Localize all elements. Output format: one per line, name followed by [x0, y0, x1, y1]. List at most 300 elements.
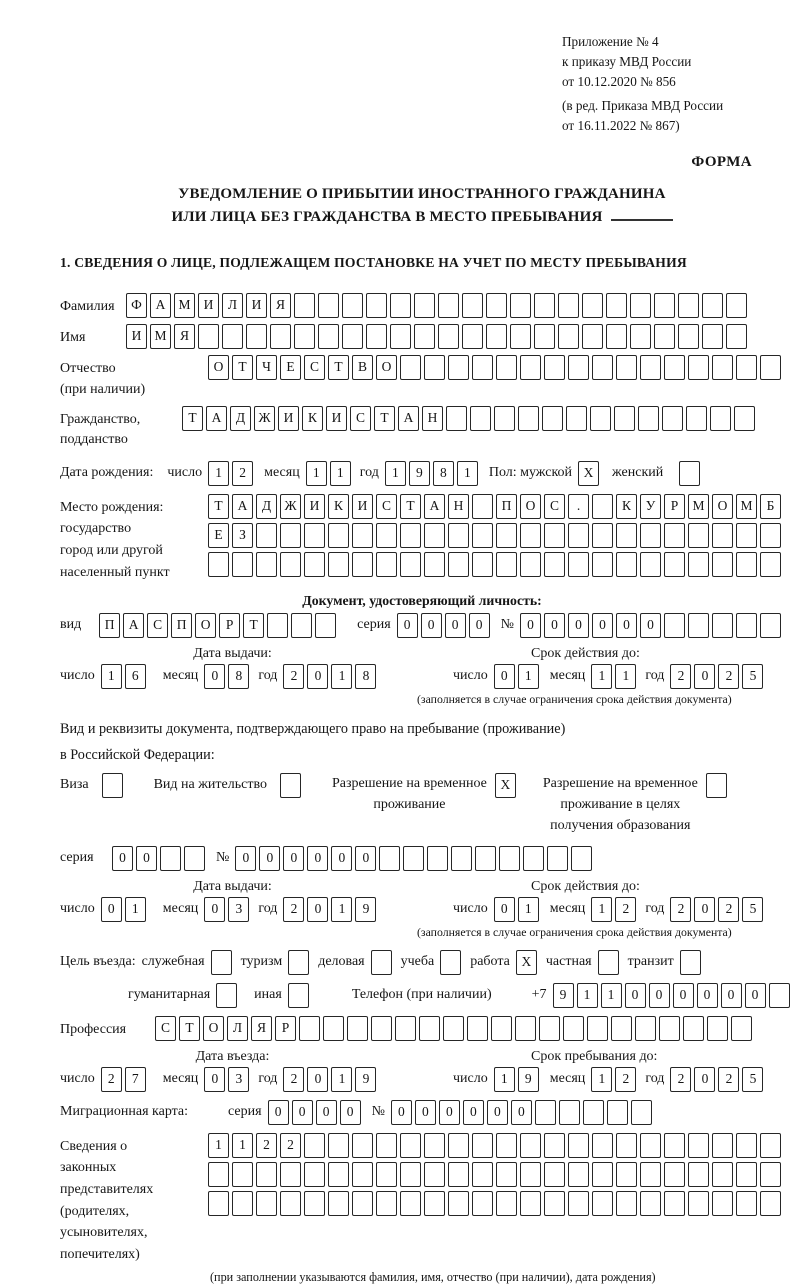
- cell[interactable]: 1: [306, 461, 327, 486]
- cell[interactable]: 0: [415, 1100, 436, 1125]
- cell[interactable]: Я: [251, 1016, 272, 1041]
- cell[interactable]: [448, 355, 469, 380]
- cell[interactable]: 0: [463, 1100, 484, 1125]
- cell[interactable]: [438, 293, 459, 318]
- cell[interactable]: 0: [544, 613, 565, 638]
- cell[interactable]: 9: [553, 983, 574, 1008]
- cell[interactable]: [568, 355, 589, 380]
- cell[interactable]: А: [424, 494, 445, 519]
- cell[interactable]: [734, 406, 755, 431]
- cell[interactable]: [328, 1133, 349, 1158]
- cell[interactable]: 1: [457, 461, 478, 486]
- purpose-other-checkbox[interactable]: [288, 983, 312, 1008]
- cell[interactable]: [736, 1162, 757, 1187]
- cell[interactable]: Т: [232, 355, 253, 380]
- cell[interactable]: 1: [330, 461, 351, 486]
- cell[interactable]: [472, 355, 493, 380]
- cell[interactable]: [448, 552, 469, 577]
- residence-number-cells[interactable]: [235, 846, 595, 871]
- cell[interactable]: [592, 494, 613, 519]
- cell[interactable]: [491, 1016, 512, 1041]
- residence-issue-day-cells[interactable]: [101, 897, 149, 922]
- entry-day-cells[interactable]: [101, 1067, 149, 1092]
- cell[interactable]: [288, 950, 309, 975]
- cell[interactable]: 0: [421, 613, 442, 638]
- cell[interactable]: [688, 1162, 709, 1187]
- cell[interactable]: [712, 613, 733, 638]
- cell[interactable]: [611, 1016, 632, 1041]
- cell[interactable]: [256, 1191, 277, 1216]
- cell[interactable]: 2: [670, 897, 691, 922]
- cell[interactable]: [760, 523, 781, 548]
- temp-residence-checkbox[interactable]: [495, 773, 519, 798]
- cell[interactable]: 0: [745, 983, 766, 1008]
- visa-checkbox[interactable]: [102, 773, 126, 798]
- doc-kind-cells[interactable]: [99, 613, 339, 638]
- cell[interactable]: [347, 1016, 368, 1041]
- cell[interactable]: [496, 1162, 517, 1187]
- cell[interactable]: [366, 324, 387, 349]
- cell[interactable]: [547, 846, 568, 871]
- cell[interactable]: [222, 324, 243, 349]
- cell[interactable]: [520, 355, 541, 380]
- cell[interactable]: [496, 552, 517, 577]
- cell[interactable]: [607, 1100, 628, 1125]
- cell[interactable]: 8: [228, 664, 249, 689]
- cell[interactable]: X: [495, 773, 516, 798]
- cell[interactable]: Ч: [256, 355, 277, 380]
- cell[interactable]: [400, 552, 421, 577]
- cell[interactable]: 0: [307, 1067, 328, 1092]
- cell[interactable]: [299, 1016, 320, 1041]
- cell[interactable]: 1: [518, 897, 539, 922]
- cell[interactable]: [419, 1016, 440, 1041]
- cell[interactable]: 1: [232, 1133, 253, 1158]
- cell[interactable]: [731, 1016, 752, 1041]
- cell[interactable]: 0: [568, 613, 589, 638]
- cell[interactable]: [414, 293, 435, 318]
- cell[interactable]: Я: [174, 324, 195, 349]
- cell[interactable]: [510, 293, 531, 318]
- cell[interactable]: [606, 324, 627, 349]
- cell[interactable]: 0: [307, 897, 328, 922]
- cell[interactable]: [440, 950, 461, 975]
- cell[interactable]: И: [326, 406, 347, 431]
- cell[interactable]: 0: [694, 897, 715, 922]
- cell[interactable]: [462, 324, 483, 349]
- cell[interactable]: [216, 983, 237, 1008]
- cell[interactable]: С: [147, 613, 168, 638]
- cell[interactable]: [592, 355, 613, 380]
- migration-series-cells[interactable]: [268, 1100, 364, 1125]
- cell[interactable]: 3: [228, 897, 249, 922]
- birth-place-cells-2[interactable]: [208, 523, 784, 548]
- cell[interactable]: [539, 1016, 560, 1041]
- cell[interactable]: [318, 293, 339, 318]
- cell[interactable]: [712, 1162, 733, 1187]
- cell[interactable]: С: [544, 494, 565, 519]
- cell[interactable]: И: [126, 324, 147, 349]
- cell[interactable]: Д: [256, 494, 277, 519]
- cell[interactable]: 8: [355, 664, 376, 689]
- birth-place-cells-1[interactable]: [208, 494, 784, 519]
- cell[interactable]: [427, 846, 448, 871]
- cell[interactable]: [352, 1133, 373, 1158]
- cell[interactable]: [352, 523, 373, 548]
- cell[interactable]: Л: [222, 293, 243, 318]
- cell[interactable]: Н: [422, 406, 443, 431]
- cell[interactable]: [534, 293, 555, 318]
- cell[interactable]: [376, 552, 397, 577]
- cell[interactable]: 0: [616, 613, 637, 638]
- cell[interactable]: 0: [136, 846, 157, 871]
- cell[interactable]: [769, 983, 790, 1008]
- cell[interactable]: [400, 523, 421, 548]
- cell[interactable]: [520, 552, 541, 577]
- cell[interactable]: А: [150, 293, 171, 318]
- surname-cells[interactable]: [126, 293, 750, 318]
- cell[interactable]: [678, 324, 699, 349]
- cell[interactable]: 0: [439, 1100, 460, 1125]
- cell[interactable]: [686, 406, 707, 431]
- cell[interactable]: 0: [592, 613, 613, 638]
- cell[interactable]: [390, 293, 411, 318]
- cell[interactable]: Р: [664, 494, 685, 519]
- cell[interactable]: [379, 846, 400, 871]
- cell[interactable]: [472, 552, 493, 577]
- cell[interactable]: [366, 293, 387, 318]
- cell[interactable]: [688, 355, 709, 380]
- cell[interactable]: 1: [577, 983, 598, 1008]
- cell[interactable]: Л: [227, 1016, 248, 1041]
- issue-day-cells[interactable]: [101, 664, 149, 689]
- cell[interactable]: В: [352, 355, 373, 380]
- cell[interactable]: [400, 1162, 421, 1187]
- cell[interactable]: [424, 1133, 445, 1158]
- entry-year-cells[interactable]: [283, 1067, 379, 1092]
- cell[interactable]: 0: [316, 1100, 337, 1125]
- cell[interactable]: 0: [112, 846, 133, 871]
- cell[interactable]: [424, 1162, 445, 1187]
- cell[interactable]: [736, 613, 757, 638]
- cell[interactable]: 9: [355, 897, 376, 922]
- name-cells[interactable]: [126, 324, 750, 349]
- cell[interactable]: [736, 355, 757, 380]
- cell[interactable]: [659, 1016, 680, 1041]
- cell[interactable]: [448, 523, 469, 548]
- cell[interactable]: [559, 1100, 580, 1125]
- cell[interactable]: [291, 613, 312, 638]
- cell[interactable]: [736, 1133, 757, 1158]
- cell[interactable]: [712, 1191, 733, 1216]
- cell[interactable]: 2: [283, 1067, 304, 1092]
- cell[interactable]: [400, 1133, 421, 1158]
- cell[interactable]: [544, 1191, 565, 1216]
- stay-month-cells[interactable]: [591, 1067, 639, 1092]
- cell[interactable]: [499, 846, 520, 871]
- cell[interactable]: 0: [259, 846, 280, 871]
- cell[interactable]: 0: [204, 897, 225, 922]
- cell[interactable]: 0: [487, 1100, 508, 1125]
- birth-day-cells[interactable]: [208, 461, 256, 486]
- cell[interactable]: 1: [601, 983, 622, 1008]
- cell[interactable]: [760, 1162, 781, 1187]
- cell[interactable]: [587, 1016, 608, 1041]
- residence-expiry-month-cells[interactable]: [591, 897, 639, 922]
- cell[interactable]: [520, 1162, 541, 1187]
- cell[interactable]: [616, 1191, 637, 1216]
- cell[interactable]: [606, 293, 627, 318]
- cell[interactable]: 1: [125, 897, 146, 922]
- cell[interactable]: 0: [397, 613, 418, 638]
- cell[interactable]: [544, 1133, 565, 1158]
- cell[interactable]: Т: [208, 494, 229, 519]
- cell[interactable]: [211, 950, 232, 975]
- cell[interactable]: [376, 1191, 397, 1216]
- purpose-tourism-checkbox[interactable]: [288, 950, 312, 975]
- cell[interactable]: [280, 523, 301, 548]
- cell[interactable]: М: [736, 494, 757, 519]
- cell[interactable]: 2: [101, 1067, 122, 1092]
- cell[interactable]: [563, 1016, 584, 1041]
- cell[interactable]: X: [516, 950, 537, 975]
- cell[interactable]: 0: [340, 1100, 361, 1125]
- cell[interactable]: [664, 1191, 685, 1216]
- cell[interactable]: [702, 293, 723, 318]
- cell[interactable]: [664, 355, 685, 380]
- residence-expiry-year-cells[interactable]: [670, 897, 766, 922]
- cell[interactable]: [486, 293, 507, 318]
- cell[interactable]: [496, 1133, 517, 1158]
- cell[interactable]: [544, 552, 565, 577]
- residence-issue-year-cells[interactable]: [283, 897, 379, 922]
- cell[interactable]: 0: [445, 613, 466, 638]
- cell[interactable]: О: [520, 494, 541, 519]
- cell[interactable]: Т: [243, 613, 264, 638]
- cell[interactable]: Ф: [126, 293, 147, 318]
- cell[interactable]: 1: [101, 664, 122, 689]
- cell[interactable]: 2: [615, 1067, 636, 1092]
- purpose-humanitarian-checkbox[interactable]: [216, 983, 240, 1008]
- cell[interactable]: Т: [328, 355, 349, 380]
- cell[interactable]: 0: [355, 846, 376, 871]
- phone-cells[interactable]: [553, 983, 793, 1008]
- cell[interactable]: [518, 406, 539, 431]
- cell[interactable]: [280, 1191, 301, 1216]
- cell[interactable]: 2: [670, 1067, 691, 1092]
- cell[interactable]: [712, 523, 733, 548]
- cell[interactable]: [494, 406, 515, 431]
- cell[interactable]: [640, 1133, 661, 1158]
- cell[interactable]: И: [352, 494, 373, 519]
- cell[interactable]: X: [578, 461, 599, 486]
- cell[interactable]: [736, 1191, 757, 1216]
- cell[interactable]: [760, 1133, 781, 1158]
- cell[interactable]: [688, 1133, 709, 1158]
- cell[interactable]: [598, 950, 619, 975]
- cell[interactable]: 3: [228, 1067, 249, 1092]
- cell[interactable]: 0: [673, 983, 694, 1008]
- cell[interactable]: [496, 1191, 517, 1216]
- cell[interactable]: [616, 523, 637, 548]
- cell[interactable]: 8: [433, 461, 454, 486]
- cell[interactable]: И: [278, 406, 299, 431]
- cell[interactable]: [496, 355, 517, 380]
- cell[interactable]: А: [232, 494, 253, 519]
- cell[interactable]: [328, 1162, 349, 1187]
- cell[interactable]: [304, 1191, 325, 1216]
- migration-number-cells[interactable]: [391, 1100, 655, 1125]
- cell[interactable]: 1: [518, 664, 539, 689]
- expiry-day-cells[interactable]: [494, 664, 542, 689]
- cell[interactable]: [371, 1016, 392, 1041]
- doc-series-cells[interactable]: [397, 613, 493, 638]
- cell[interactable]: [280, 552, 301, 577]
- temp-residence-edu-checkbox[interactable]: [706, 773, 730, 798]
- cell[interactable]: [280, 1162, 301, 1187]
- cell[interactable]: М: [174, 293, 195, 318]
- cell[interactable]: 1: [208, 1133, 229, 1158]
- cell[interactable]: [443, 1016, 464, 1041]
- cell[interactable]: [451, 846, 472, 871]
- cell[interactable]: О: [203, 1016, 224, 1041]
- cell[interactable]: З: [232, 523, 253, 548]
- cell[interactable]: [616, 1133, 637, 1158]
- cell[interactable]: Я: [270, 293, 291, 318]
- cell[interactable]: [736, 523, 757, 548]
- cell[interactable]: [160, 846, 181, 871]
- cell[interactable]: К: [328, 494, 349, 519]
- cell[interactable]: 2: [280, 1133, 301, 1158]
- cell[interactable]: [102, 773, 123, 798]
- purpose-work-checkbox[interactable]: [516, 950, 540, 975]
- cell[interactable]: [568, 1162, 589, 1187]
- cell[interactable]: [472, 1191, 493, 1216]
- cell[interactable]: [472, 1133, 493, 1158]
- cell[interactable]: [472, 523, 493, 548]
- cell[interactable]: [544, 523, 565, 548]
- cell[interactable]: [395, 1016, 416, 1041]
- cell[interactable]: [582, 324, 603, 349]
- cell[interactable]: [448, 1133, 469, 1158]
- cell[interactable]: [568, 1191, 589, 1216]
- cell[interactable]: [448, 1191, 469, 1216]
- cell[interactable]: 2: [718, 897, 739, 922]
- cell[interactable]: М: [150, 324, 171, 349]
- cell[interactable]: [712, 355, 733, 380]
- cell[interactable]: 0: [694, 1067, 715, 1092]
- cell[interactable]: [376, 1133, 397, 1158]
- cell[interactable]: [534, 324, 555, 349]
- cell[interactable]: [371, 950, 392, 975]
- cell[interactable]: 2: [615, 897, 636, 922]
- cell[interactable]: [654, 324, 675, 349]
- cell[interactable]: [472, 494, 493, 519]
- purpose-business-checkbox[interactable]: [371, 950, 395, 975]
- cell[interactable]: [328, 523, 349, 548]
- sex-male-checkbox[interactable]: [578, 461, 602, 486]
- cell[interactable]: [304, 552, 325, 577]
- cell[interactable]: 0: [268, 1100, 289, 1125]
- cell[interactable]: А: [206, 406, 227, 431]
- cell[interactable]: [590, 406, 611, 431]
- cell[interactable]: [328, 552, 349, 577]
- cell[interactable]: [198, 324, 219, 349]
- cell[interactable]: С: [350, 406, 371, 431]
- cell[interactable]: 1: [331, 1067, 352, 1092]
- cell[interactable]: [315, 613, 336, 638]
- cell[interactable]: [294, 293, 315, 318]
- cell[interactable]: 1: [208, 461, 229, 486]
- cell[interactable]: [664, 1133, 685, 1158]
- cell[interactable]: [544, 1162, 565, 1187]
- cell[interactable]: [318, 324, 339, 349]
- cell[interactable]: [184, 846, 205, 871]
- cell[interactable]: Р: [219, 613, 240, 638]
- cell[interactable]: [683, 1016, 704, 1041]
- cell[interactable]: [688, 613, 709, 638]
- cell[interactable]: 0: [649, 983, 670, 1008]
- cell[interactable]: 1: [591, 897, 612, 922]
- citizenship-cells[interactable]: [182, 406, 758, 431]
- patronymic-cells[interactable]: [208, 355, 784, 380]
- cell[interactable]: 0: [204, 1067, 225, 1092]
- expiry-month-cells[interactable]: [591, 664, 639, 689]
- cell[interactable]: [760, 1191, 781, 1216]
- cell[interactable]: 9: [355, 1067, 376, 1092]
- issue-month-cells[interactable]: [204, 664, 252, 689]
- cell[interactable]: 1: [331, 897, 352, 922]
- residence-series-cells[interactable]: [112, 846, 208, 871]
- cell[interactable]: [520, 1133, 541, 1158]
- stay-year-cells[interactable]: [670, 1067, 766, 1092]
- cell[interactable]: Т: [182, 406, 203, 431]
- cell[interactable]: [664, 613, 685, 638]
- cell[interactable]: [270, 324, 291, 349]
- cell[interactable]: [707, 1016, 728, 1041]
- cell[interactable]: Т: [374, 406, 395, 431]
- cell[interactable]: [710, 406, 731, 431]
- cell[interactable]: [438, 324, 459, 349]
- cell[interactable]: [760, 552, 781, 577]
- cell[interactable]: [232, 552, 253, 577]
- cell[interactable]: [400, 1191, 421, 1216]
- cell[interactable]: [328, 1191, 349, 1216]
- cell[interactable]: [640, 1162, 661, 1187]
- cell[interactable]: [376, 523, 397, 548]
- cell[interactable]: 0: [101, 897, 122, 922]
- cell[interactable]: [592, 552, 613, 577]
- cell[interactable]: А: [123, 613, 144, 638]
- cell[interactable]: [571, 846, 592, 871]
- cell[interactable]: [712, 552, 733, 577]
- cell[interactable]: [535, 1100, 556, 1125]
- cell[interactable]: 5: [742, 897, 763, 922]
- cell[interactable]: Т: [179, 1016, 200, 1041]
- doc-number-cells[interactable]: [520, 613, 784, 638]
- cell[interactable]: [256, 1162, 277, 1187]
- cell[interactable]: [523, 846, 544, 871]
- cell[interactable]: [654, 293, 675, 318]
- cell[interactable]: [496, 523, 517, 548]
- cell[interactable]: [568, 523, 589, 548]
- cell[interactable]: [246, 324, 267, 349]
- cell[interactable]: [288, 983, 309, 1008]
- cell[interactable]: 5: [742, 664, 763, 689]
- cell[interactable]: [712, 1133, 733, 1158]
- cell[interactable]: [616, 1162, 637, 1187]
- cell[interactable]: [304, 1133, 325, 1158]
